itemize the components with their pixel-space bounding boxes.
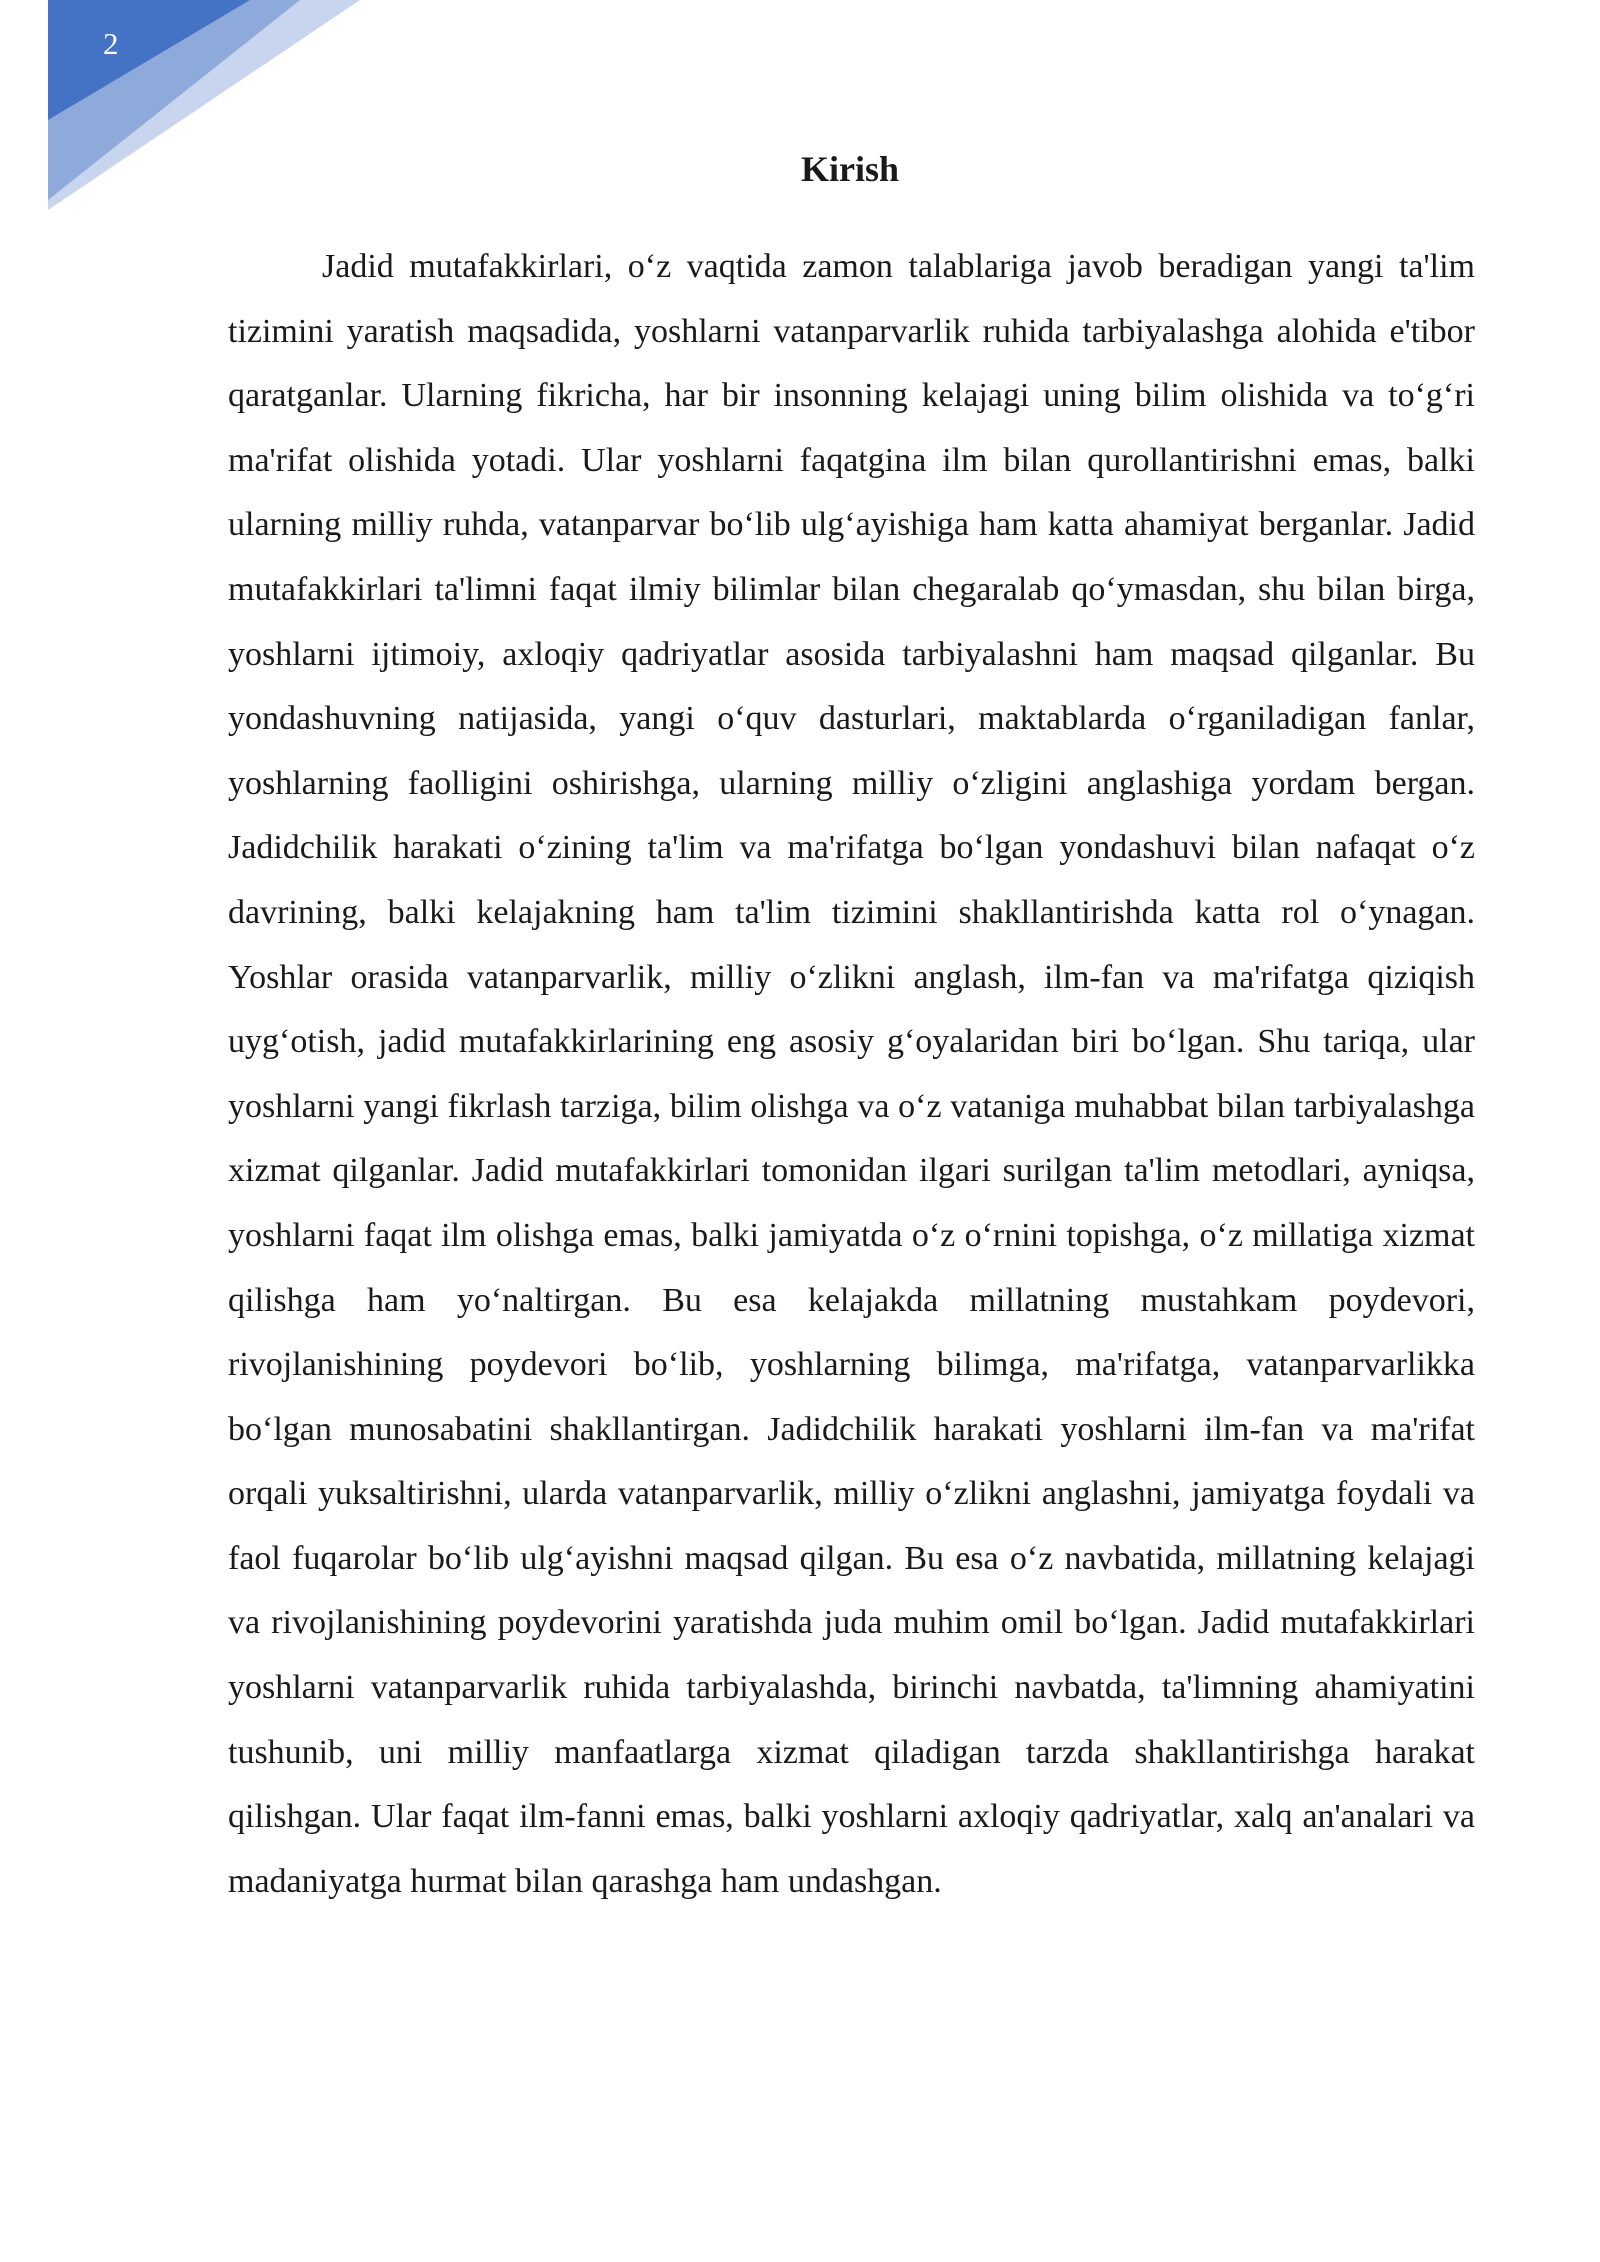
section-title: Kirish bbox=[800, 149, 899, 189]
body-paragraph: Jadid mutafakkirlari, o‘z vaqtida zamon talablariga javob beradigan yangi ta'lim tizimini yaratish maqsadida, yoshlarni vatanparvarlik ruhida tarbiyalashga alohida e'tibor qaratganlar. Ularning fikricha, har bir insonning kelajagi uning bilim olishida va to‘g‘ri ma'rifat olishida yotadi. Ular yoshlarni faqatgina ilm bilan qurollantirishni emas, balki ularning milliy ruhda, vatanparvar bo‘lib ulg‘ayishiga ham katta ahamiyat berganlar. Jadid mutafakkirlari ta'limni faqat ilmiy bilimlar bilan chegaralab qo‘ymasdan, shu bilan birga, yoshlarni ijtimoiy, axloqiy qadriyatlar asosida tarbiyalashni ham maqsad qilganlar. Bu yondashuvning natijasida, yangi o‘quv dasturlari, maktablarda o‘rganiladigan fanlar, yoshlarning faolligini oshirishga, ularning milliy o‘zligini anglashiga yordam bergan. Jadidchilik harakati o‘zining ta'lim va ma'rifatga bo‘lgan yondashuvi bilan nafaqat o‘z davrining, balki kelajakning ham ta'lim tizimini shakllantirishda katta rol o‘ynagan. Yoshlar orasida vatanparvarlik, milliy o‘zlikni anglash, ilm-fan va ma'rifatga qiziqish uyg‘otish, jadid mutafakkirlarining eng asosiy g‘oyalaridan biri bo‘lgan. Shu tariqa, ular yoshlarni yangi fikrlash tarziga, bilim olishga va o‘z vataniga muhabbat bilan tarbiyalashga xizmat qilganlar. Jadid mutafakkirlari tomonidan ilgari surilgan ta'lim metodlari, ayniqsa, yoshlarni faqat ilm olishga emas, balki jamiyatda o‘z o‘rnini topishga, o‘z millatiga xizmat qilishga ham yo‘naltirgan. Bu esa kelajakda millatning mustahkam poydevori, rivojlanishining poydevori bo‘lib, yoshlarning bilimga, ma'rifatga, vatanparvarlikka bo‘lgan munosabatini shakllantirgan. Jadidchilik harakati yoshlarni ilm-fan va ma'rifat orqali yuksaltirishni, ularda vatanparvarlik, milliy o‘zlikni anglashni, jamiyatga foydali va faol fuqarolar bo‘lib ulg‘ayishni maqsad qilgan. Bu esa o‘z navbatida, millatning kelajagi va rivojlanishining poydevorini yaratishda juda muhim omil bo‘lgan. Jadid mutafakkirlari yoshlarni vatanparvarlik ruhida tarbiyalashda, birinchi navbatda, ta'limning ahamiyatini tushunib, uni milliy manfaatlarga xizmat qiladigan tarzda shakllantirishga harakat qilishgan. Ular faqat ilm-fanni emas, balki yoshlarni axloqiy qadriyatlar, xalq an'analari va madaniyatga hurmat bilan qarashga ham undashgan. bbox=[228, 248, 1475, 1900]
page-number: 2 bbox=[103, 26, 119, 61]
